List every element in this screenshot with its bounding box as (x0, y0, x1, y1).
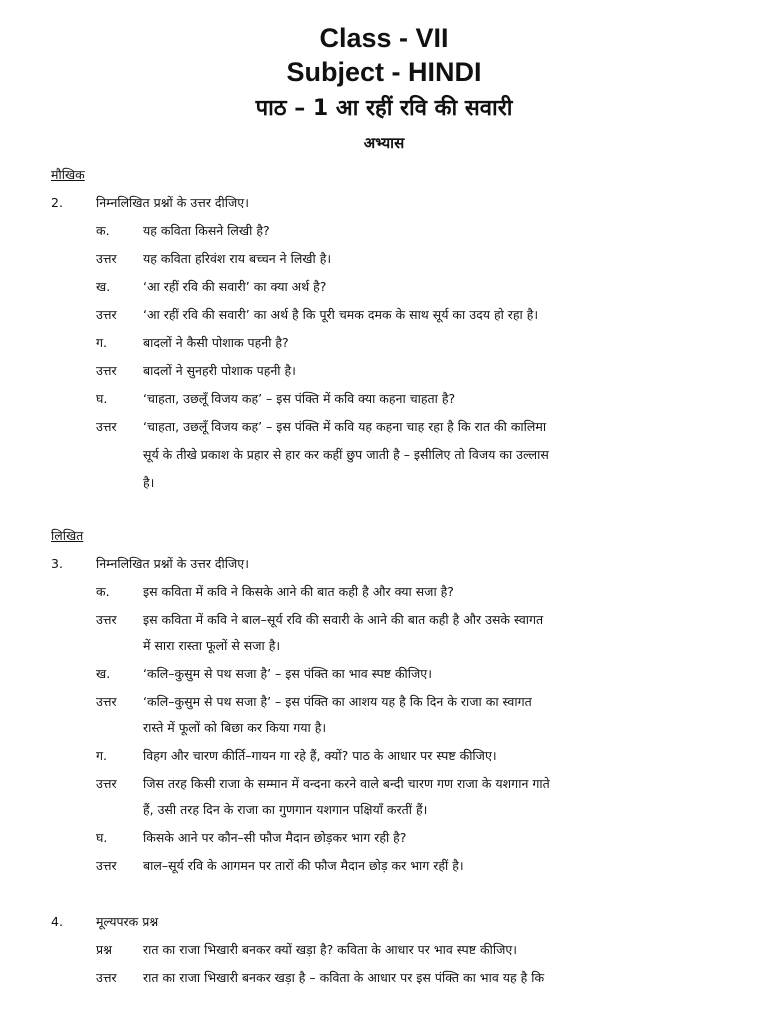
subject-heading: Subject - HINDI (286, 57, 482, 87)
item-label: उत्तर (96, 307, 117, 322)
item-label: उत्तर (96, 694, 117, 709)
question-instruction: निम्नलिखित प्रश्नों के उत्तर दीजिए। (96, 195, 249, 210)
question-text: विहग और चारण कीर्ति–गायन गा रहे हैं, क्यों? पाठ के आधार पर स्पष्ट कीजिए। (143, 748, 497, 763)
answer-text: ‘आ रहीं रवि की सवारी’ का अर्थ है कि पूरी चमक दमक के साथ सूर्य का उदय हो रहा है। (143, 307, 539, 322)
question-instruction: निम्नलिखित प्रश्नों के उत्तर दीजिए। (96, 556, 249, 571)
answer-text: है। (143, 475, 155, 490)
item-label: ग. (96, 748, 108, 763)
question-text: ‘चाहता, उछलूँ विजय कह’ – इस पंक्ति में कवि क्या कहना चाहता है? (143, 391, 456, 406)
answer-text: में सारा रास्ता फूलों से सजा है। (143, 638, 281, 653)
answer-text: रात का राजा भिखारी बनकर खड़ा है – कविता के आधार पर इस पंक्ति का भाव यह है कि (143, 970, 545, 985)
answer-text: यह कविता हरिवंश राय बच्चन ने लिखी है। (143, 251, 332, 266)
question-number: 3. (51, 556, 63, 571)
exercise-title: अभ्यास (363, 134, 405, 152)
answer-text: ‘कलि–कुसुम से पथ सजा है’ – इस पंक्ति का आशय यह है कि दिन के राजा का स्वागत (143, 694, 532, 709)
item-label: घ. (96, 830, 108, 845)
value-section-heading: मूल्यपरक प्रश्न (96, 914, 159, 929)
answer-text: सूर्य के तीखे प्रकाश के प्रहार से हार कर कहीं छुप जाती है – इसीलिए तो विजय का उल्लास (143, 447, 549, 462)
answer-text: हैं, उसी तरह दिन के राजा का गुणगान यशगान पक्षियाँ करतीं हैं। (143, 802, 428, 817)
item-label: उत्तर (96, 776, 117, 791)
item-label: ख. (96, 666, 111, 681)
question-text: यह कविता किसने लिखी है? (143, 223, 270, 238)
answer-text: बादलों ने सुनहरी पोशाक पहनी है। (143, 363, 296, 378)
item-label: ख. (96, 279, 111, 294)
oral-section-heading: मौखिक (51, 167, 85, 182)
item-label: ग. (96, 335, 108, 350)
question-text: इस कविता में कवि ने किसके आने की बात कही है और क्या सजा है? (143, 584, 454, 599)
class-heading: Class - VII (319, 23, 449, 53)
item-label: उत्तर (96, 363, 117, 378)
answer-text: इस कविता में कवि ने बाल–सूर्य रवि की सवारी के आने की बात कही है और उसके स्वागत (143, 612, 544, 627)
lesson-title: पाठ – 1 आ रहीं रवि की सवारी (255, 96, 513, 121)
item-label: क. (96, 223, 110, 238)
question-text: बादलों ने कैसी पोशाक पहनी है? (143, 335, 289, 350)
answer-text: ‘चाहता, उछलूँ विजय कह’ – इस पंक्ति में कवि यह कहना चाह रहा है कि रात की कालिमा (143, 419, 547, 434)
question-text: ‘आ रहीं रवि की सवारी’ का क्या अर्थ है? (143, 279, 327, 294)
question-text: ‘कलि–कुसुम से पथ सजा है’ – इस पंक्ति का भाव स्पष्ट कीजिए। (143, 666, 432, 681)
item-label: उत्तर (96, 419, 117, 434)
question-text: किसके आने पर कौन–सी फौज मैदान छोड़कर भाग रही है? (143, 830, 407, 845)
item-label: उत्तर (96, 251, 117, 266)
answer-text: बाल–सूर्य रवि के आगमन पर तारों की फौज मैदान छोड़ कर भाग रहीं है। (143, 858, 464, 873)
question-number: 2. (51, 195, 63, 210)
item-label: प्रश्न (96, 942, 112, 957)
item-label: उत्तर (96, 612, 117, 627)
question-number: 4. (51, 914, 63, 929)
answer-text: रास्ते में फूलों को बिछा कर किया गया है। (143, 720, 327, 735)
item-label: उत्तर (96, 858, 117, 873)
item-label: उत्तर (96, 970, 117, 985)
item-label: क. (96, 584, 110, 599)
item-label: घ. (96, 391, 108, 406)
written-section-heading: लिखित (51, 528, 84, 543)
question-text: रात का राजा भिखारी बनकर क्यों खड़ा है? कविता के आधार पर भाव स्पष्ट कीजिए। (143, 942, 518, 957)
answer-text: जिस तरह किसी राजा के सम्मान में वन्दना करने वाले बन्दी चारण गण राजा के यशगान गाते (143, 776, 550, 791)
